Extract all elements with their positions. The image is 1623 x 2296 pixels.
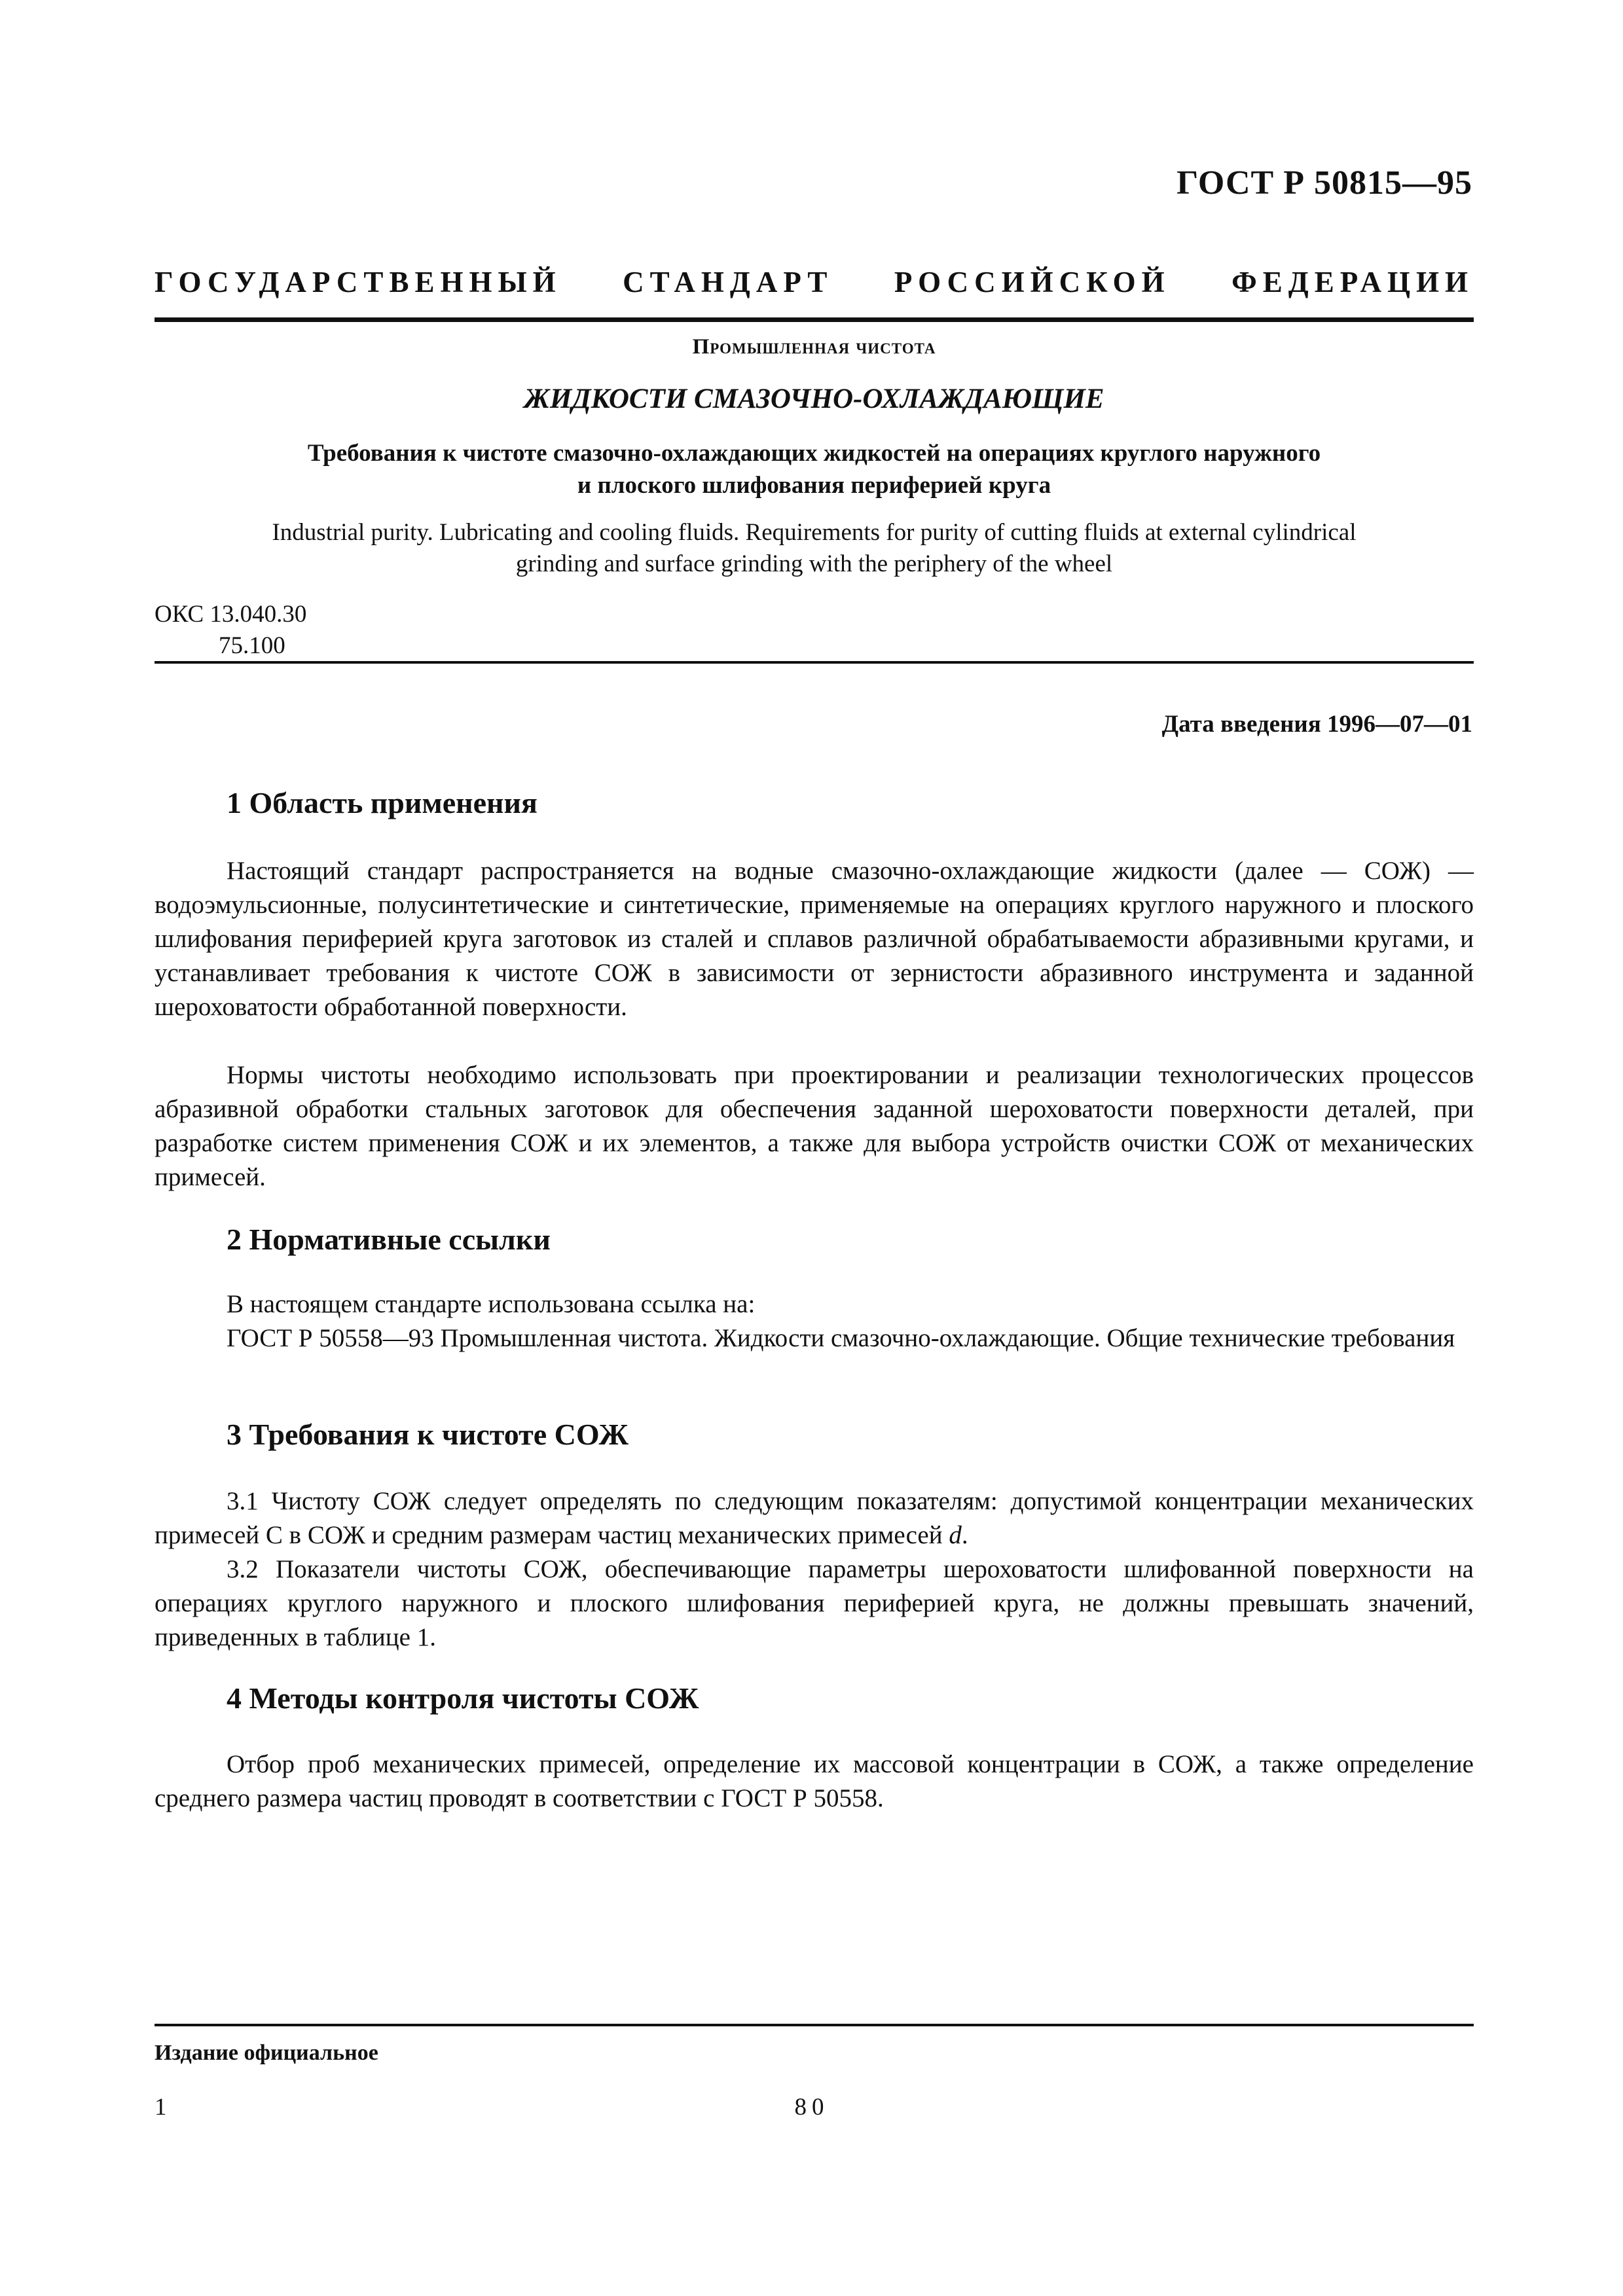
subtitle-line: и плоского шлифования периферией круга [577,472,1051,499]
section-2-reference: ГОСТ Р 50558—93 Промышленная чистота. Жидкости смазочно-охлаждающие. Общие технические требования [227,1324,1455,1352]
section-3-paragraph [155,1484,1474,1552]
org-title-word: ФЕДЕРАЦИИ [1231,266,1474,298]
section-1-title: 1 Область применения [227,786,538,819]
main-title: ЖИДКОСТИ СМАЗОЧНО-ОХЛАЖДАЮЩИЕ [524,384,1104,414]
section-3-title: 3 Требования к чистоте СОЖ [227,1418,629,1451]
introduction-date: Дата введения 1996—07—01 [1161,711,1472,738]
variable-d: d [949,1521,962,1549]
section-4-title: 4 Методы контроля чистоты СОЖ [227,1681,699,1715]
edition-label: Издание официальное [155,2041,378,2065]
subtitle [155,437,1474,501]
document-code: ГОСТ Р 50815—95 [1176,164,1472,202]
org-title-word: СТАНДАРТ [623,266,833,298]
section-2-paragraph: В настоящем стандарте использована ссылка на: [227,1290,756,1318]
section-1-paragraph: Нормы чистоты необходимо использовать при проектировании и реализации технологических процессов абразивной обработки стальных заготовок для обеспечения заданной шероховатости поверхности деталей, при разработке систем применения СОЖ и их элементов, а также для выбора устройств очистки СОЖ от механических примесей. [155,1061,1474,1191]
english-title-line: Industrial purity. Lubricating and cooling fluids. Requirements for purity of cutting fluids at external cylindrical [272,519,1357,546]
title-divider [155,661,1474,664]
english-title [155,517,1474,580]
series-title: Промышленная чистота [692,335,936,359]
section-3-paragraph: 3.2 Показатели чистоты СОЖ, обеспечивающие параметры шероховатости шлифованной поверхности на операциях круглого наружного и плоского шлифования периферией круга, не должны превышать значений, приведенных в таблице 1. [155,1555,1474,1651]
org-title-word: РОССИЙСКОЙ [894,266,1171,298]
oks-classification [155,599,306,662]
section-4-paragraph: Отбор проб механических примесей, определение их массовой концентрации в СОЖ, а также определение среднего размера частиц проводят в соответствии с ГОСТ Р 50558. [155,1750,1474,1812]
paragraph-text: 3.1 Чистоту СОЖ следует определять по следующим показателям: допустимой концентрации механических примесей С в СОЖ и средним размерам частиц механических примесей [155,1487,1474,1549]
section-2-title: 2 Нормативные ссылки [227,1223,551,1256]
organization-title [155,265,1474,299]
paragraph-text: . [961,1521,968,1549]
header-divider [155,317,1474,322]
oks-code: 75.100 [219,632,285,659]
page-number: 1 [155,2094,167,2121]
footer-divider [155,2024,1474,2026]
org-title-word: ГОСУДАРСТВЕННЫЙ [155,266,562,298]
section-1-paragraph: Настоящий стандарт распространяется на водные смазочно-охлаждающие жидкости (далее — СОЖ) — водоэмульсионные, полусинтетические и синтетические, применяемые на операциях круглого наружного и плоского шлифования периферией круга заготовок из сталей и сплавов различной обрабатываемости абразивными кругами, и устанавливает требования к чистоте СОЖ в зависимости от зернистости абразивного инструмента и заданной шероховатости обработанной поверхности. [155,857,1474,1021]
oks-code: ОКС 13.040.30 [155,601,307,628]
subtitle-line: Требования к чистоте смазочно-охлаждающих жидкостей на операциях круглого наружного [307,440,1321,467]
sheet-number: 80 [794,2094,830,2121]
english-title-line: grinding and surface grinding with the periphery of the wheel [515,550,1113,577]
